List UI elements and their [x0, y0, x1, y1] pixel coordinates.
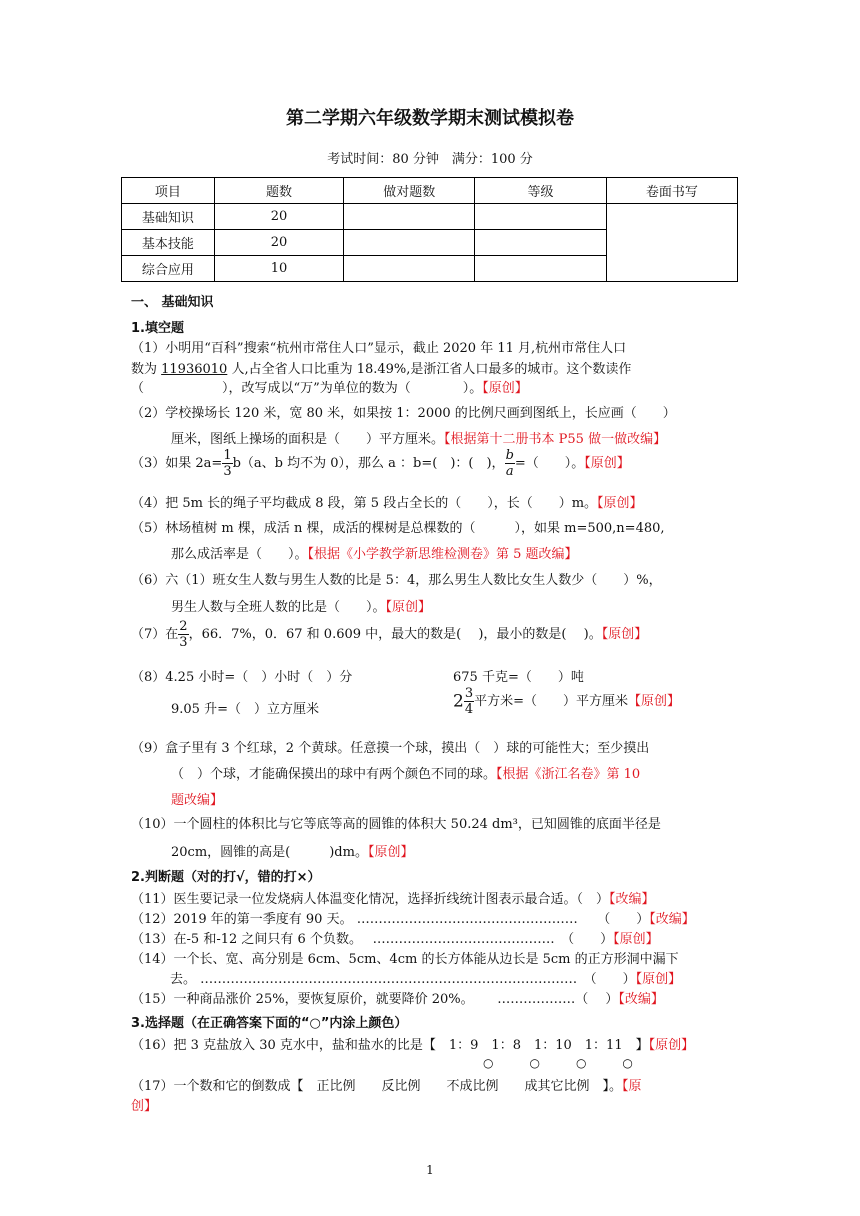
question-16	[131, 1034, 694, 1053]
text: 去。 …………………………………………………………………………… （ ）	[131, 972, 636, 987]
question-9-line-1: （9）盒子里有 3 个红球，2 个黄球。任意摸一个球，摸出（ ）球的可能性大；至少摸出	[131, 741, 650, 756]
source-tag: 【根据《浙江名卷》第 10	[496, 767, 641, 782]
source-tag: 【改编】	[609, 892, 655, 907]
text: 那么成活率是（ ）。	[171, 547, 308, 562]
true-false-item	[131, 968, 681, 987]
row-label: 基本技能	[122, 230, 215, 256]
source-tag: 【原创】	[628, 694, 681, 709]
denominator: 3	[179, 635, 188, 650]
table-header-row	[122, 178, 738, 204]
question-6-line-2	[171, 596, 431, 615]
question-1-line-2	[131, 358, 631, 377]
empty-cell	[475, 230, 606, 256]
table-header: 等级	[475, 178, 606, 204]
numerator: 1	[223, 448, 232, 463]
question-5-line-2	[171, 543, 578, 562]
empty-cell	[344, 256, 475, 282]
fraction	[222, 449, 232, 478]
question-1-line-1: （1）小明用“百科”搜索“杭州市常住人口”显示，截止 2020 年 11 月,杭州市常住人口	[131, 341, 627, 356]
text: （12）2019 年的第一季度有 90 天。 …………………………………………… （ ）	[131, 912, 650, 927]
source-tag: 【原创】	[367, 845, 414, 860]
text: （ ），改写成以“万”为单位的数为（ ）。	[131, 381, 483, 396]
question-6-line-1: （6）六（1）班女生人数与男生人数的比是 5：4，那么男生人数比女生人数少（ ）%，	[131, 573, 662, 588]
true-false-item	[131, 948, 679, 967]
numerator: b	[505, 448, 514, 463]
true-false-item	[131, 988, 664, 1007]
source-tag: 【改编】	[618, 992, 664, 1007]
source-tag: 【原创】	[584, 456, 630, 471]
section-heading: 一、 基础知识	[131, 295, 214, 310]
text: 厘米，图纸上操场的面积是（ ）平方厘米。	[171, 432, 445, 447]
text: （11）医生要记录一位发烧病人体温变化情况，选择折线统计图表示最合适。（ ）	[131, 892, 610, 907]
question-8-c: 9.05 升=（ ）立方厘米	[171, 702, 319, 717]
source-tag: 【改编】	[649, 912, 695, 927]
numerator: 3	[464, 686, 474, 701]
text: 男生人数与全班人数的比是（ ）。	[171, 600, 386, 615]
denominator: 3	[223, 464, 232, 479]
text: 平方米=（ ）平方厘米	[474, 694, 629, 709]
source-tag: 【原创】	[482, 381, 528, 396]
text: （17）一个数和它的倒数成【 正比例 反比例 不成比例 成其它比例 】。	[131, 1079, 623, 1094]
row-count: 10	[214, 256, 343, 282]
row-label: 综合应用	[122, 256, 215, 282]
empty-cell	[475, 204, 606, 230]
numerator: 2	[179, 619, 188, 634]
source-tag: 【原创】	[635, 972, 682, 987]
question-17	[131, 1075, 642, 1094]
text: ，66．7%，0．67 和 0.609 中，最大的数是( )，最小的数是( )。	[188, 627, 602, 642]
whole-number: 2	[453, 691, 464, 712]
question-5-line-1: （5）林场植树 m 棵，成活 n 棵，成活的棵树是总棵数的（ ），如果 m=500,n=480,	[131, 521, 665, 536]
question-3	[131, 449, 630, 478]
text: （14）一个长、宽、高分别是 6cm、5cm、4cm 的长方体能从边长是 5cm 的正方形洞中漏下	[131, 952, 679, 967]
question-8-b: 675 千克=（ ）吨	[453, 670, 584, 685]
text: b（a、b 均不为 0），那么 a ：b=( )：( )，	[232, 456, 505, 471]
page-title: 第二学期六年级数学期末测试模拟卷	[286, 108, 574, 129]
page-number: 1	[426, 1163, 434, 1177]
text: （4）把 5m 长的绳子平均截成 8 段，第 5 段占全长的（ ），长（ ）m。	[131, 496, 598, 511]
text: （7）在	[131, 627, 179, 642]
fraction	[505, 449, 515, 478]
exam-info: 考试时间：80 分钟 满分：100 分	[327, 152, 533, 167]
score-table	[121, 177, 738, 282]
source-tag: 【原创】	[613, 932, 659, 947]
row-label: 基础知识	[122, 204, 215, 230]
question-7	[131, 620, 647, 649]
population-number: 11936010	[161, 362, 228, 377]
source-tag: 【原创】	[601, 627, 648, 642]
source-tag: 题改编】	[171, 793, 224, 808]
text: （3）如果 2a=	[131, 456, 223, 471]
source-tag: 【原创】	[597, 496, 643, 511]
table-row	[122, 204, 738, 230]
table-header: 题数	[214, 178, 343, 204]
text: （15）一种商品涨价 25%，要恢复原价，就要降价 20%。 ………………（ ）	[131, 992, 619, 1007]
text: 数为	[131, 362, 162, 377]
part-heading: 1.填空题	[131, 321, 184, 336]
question-2-line-1: （2）学校操场长 120 米，宽 80 米，如果按 1：2000 的比例尺画到图纸上，长应画（ ）	[131, 406, 676, 421]
row-count: 20	[214, 230, 343, 256]
denominator: a	[505, 464, 514, 479]
answer-circles[interactable]: ○ ○ ○ ○	[483, 1056, 633, 1070]
question-4	[131, 492, 643, 511]
question-10-line-2	[171, 841, 413, 860]
source-tag: 创】	[131, 1099, 158, 1114]
table-header: 卷面书写	[606, 178, 737, 204]
row-count: 20	[214, 204, 343, 230]
question-2-line-2	[171, 428, 666, 447]
source-tag: 【原创】	[648, 1038, 695, 1053]
source-tag: 【根据《小学教学新思维检测卷》第 5 题改编】	[307, 547, 578, 562]
empty-cell	[344, 204, 475, 230]
question-10-line-1: （10）一个圆柱的体积比与它等底等高的圆锥的体积大 50.24 dm³，已知圆锥的底面半径是	[131, 817, 661, 832]
text: 人,占全省人口比重为 18.49%,是浙江省人口最多的城市。这个数读作	[227, 362, 632, 377]
source-tag: 【原创】	[385, 600, 432, 615]
part-heading: 3.选择题（在正确答案下面的“○”内涂上颜色）	[131, 1016, 408, 1031]
question-9-line-2	[171, 763, 640, 782]
source-tag: 【原	[622, 1079, 642, 1094]
text: （ ）个球，才能确保摸出的球中有两个颜色不同的球。	[171, 767, 497, 782]
text: （16）把 3 克盐放入 30 克水中，盐和盐水的比是【 1：9 1：8 1：10 1：11 】	[131, 1038, 649, 1053]
table-header: 项目	[122, 178, 215, 204]
fraction	[464, 687, 474, 716]
question-8-d	[453, 687, 680, 716]
text: =（ ）。	[514, 456, 585, 471]
empty-cell	[344, 230, 475, 256]
table-header: 做对题数	[344, 178, 475, 204]
true-false-item	[131, 928, 659, 947]
true-false-item	[131, 888, 655, 907]
question-8-a: （8）4.25 小时=（ ）小时（ ）分	[131, 670, 353, 685]
empty-cell	[475, 256, 606, 282]
source-tag: 【根据第十二册书本 P55 做一做改编】	[444, 432, 667, 447]
text: （13）在-5 和-12 之间只有 6 个负数。 …………………………………… （ ）	[131, 932, 614, 947]
question-1-line-3	[131, 377, 528, 396]
text: 20cm，圆锥的高是( )dm。	[171, 845, 368, 860]
fraction	[178, 620, 188, 649]
handwriting-cell	[606, 204, 737, 282]
part-heading: 2.判断题（对的打√，错的打×）	[131, 870, 321, 885]
denominator: 4	[464, 702, 474, 717]
true-false-item	[131, 908, 695, 927]
